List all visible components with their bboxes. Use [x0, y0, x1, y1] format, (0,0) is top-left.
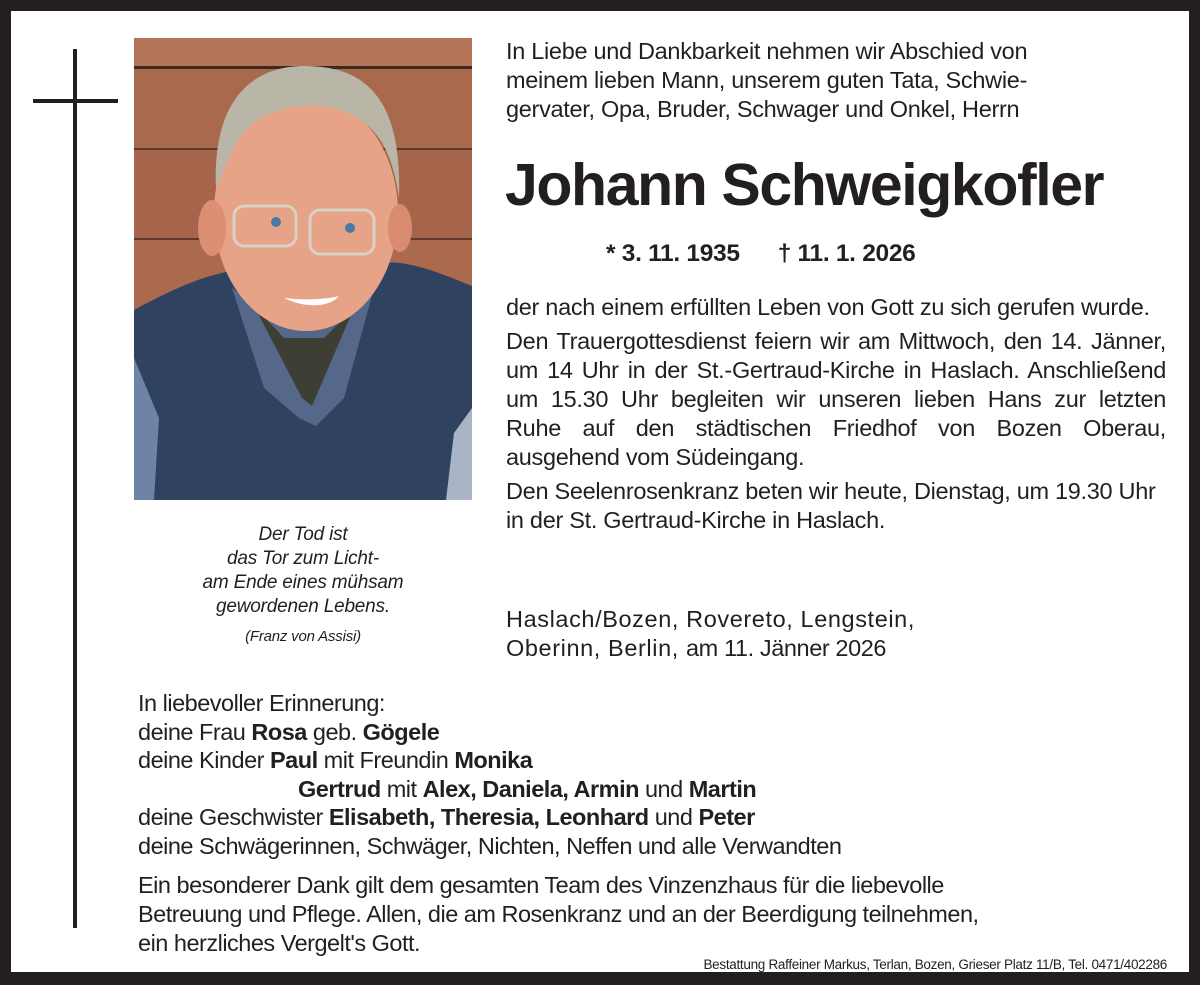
- grandchildren-names: Alex, Daniela, Armin: [422, 775, 639, 802]
- wife-name: Rosa: [251, 718, 307, 745]
- body-paragraph: Den Seelenrosenkranz beten wir heute, Dienstag, um 19.30 Uhr in der St. Gertraud-Kirche in Haslach.: [506, 478, 1156, 533]
- body-paragraph: Den Trauergottesdienst feiern wir am Mittwoch, den 14. Jänner, um 14 Uhr in der St.-Gertraud-Kirche in Haslach. Anschließend um 15.30 Uhr begleiten wir unseren lieben Hans zur letzten Ruhe auf den städtischen Friedhof von Bozen Oberau, ausgehend vom Südeingang.: [506, 328, 1166, 470]
- mourner-line-wife: [138, 718, 1138, 747]
- body-paragraph: der nach einem erfüllten Leben von Gott zu sich gerufen wurde.: [506, 294, 1150, 320]
- place-line: [506, 634, 1176, 663]
- life-dates: [606, 238, 916, 270]
- text: und: [638, 775, 689, 802]
- obituary-notice: [11, 11, 1189, 972]
- text: mit: [380, 775, 423, 802]
- birth-date: * 3. 11. 1935: [606, 240, 740, 267]
- mourners-list: [138, 689, 1138, 860]
- text: deine Kinder: [138, 747, 270, 773]
- text: mit Freundin: [317, 747, 455, 773]
- service-details: [506, 293, 1166, 540]
- portrait-photo-icon: [134, 38, 472, 500]
- partner-name: Monika: [454, 747, 533, 773]
- text: geb.: [306, 718, 363, 745]
- child-name: Paul: [270, 747, 318, 773]
- cross-horizontal-bar: [33, 99, 118, 103]
- sibling-names: Elisabeth, Theresia, Leonhard: [328, 804, 649, 830]
- quote-line: gewordenen Lebens.: [216, 596, 390, 617]
- funeral-home-credit: Bestattung Raffeiner Markus, Terlan, Bozen, Grieser Platz 11/B, Tel. 0471/402286: [703, 957, 1167, 972]
- mourner-line-siblings: [138, 803, 1138, 832]
- intro-line: In Liebe und Dankbarkeit nehmen wir Abschied von: [506, 38, 1028, 64]
- thanks-line: Ein besonderer Dank gilt dem gesamten Team des Vinzenzhaus für die liebevolle: [138, 872, 944, 898]
- acknowledgement: [138, 871, 1183, 958]
- intro-line: gervater, Opa, Bruder, Schwager und Onkel, Herrn: [506, 96, 1020, 122]
- mourner-line-relatives: deine Schwägerinnen, Schwäger, Nichten, Neffen und alle Verwandten: [138, 832, 842, 859]
- mourner-line-children-2: [138, 775, 1138, 804]
- grandchild-name: Martin: [688, 775, 757, 802]
- intro-line: meinem lieben Mann, unserem guten Tata, Schwie-: [506, 67, 1028, 93]
- thanks-line: ein herzliches Vergelt's Gott.: [138, 930, 421, 956]
- memorial-quote: [134, 523, 472, 647]
- text: deine Geschwister: [138, 804, 329, 830]
- deceased-name: Johann Schweigkofler: [505, 152, 1104, 218]
- death-date: † 11. 1. 2026: [777, 240, 916, 267]
- wife-maiden-name: Gögele: [362, 718, 440, 745]
- text: und: [648, 804, 699, 830]
- intro-text: [506, 37, 1166, 124]
- sibling-name: Peter: [698, 804, 755, 830]
- thanks-line: Betreuung und Pflege. Allen, die am Rosenkranz und an der Beerdigung teilnehmen,: [138, 901, 979, 927]
- mourner-line-children: [138, 746, 1138, 775]
- place-names: Oberinn, Berlin,: [506, 635, 679, 661]
- place-line: Haslach/Bozen, Rovereto, Lengstein,: [506, 606, 915, 632]
- text: deine Frau: [138, 718, 252, 745]
- quote-line: das Tor zum Licht-: [227, 548, 379, 569]
- child-name: Gertrud: [298, 775, 381, 802]
- place-and-date: [506, 605, 1176, 663]
- cross-vertical-bar: [73, 49, 77, 928]
- mourners-heading: In liebevoller Erinnerung:: [138, 690, 385, 716]
- quote-line: am Ende eines mühsam: [202, 572, 404, 593]
- portrait-photo: [134, 38, 472, 500]
- quote-line: Der Tod ist: [258, 524, 348, 545]
- notice-date: am 11. Jänner 2026: [686, 635, 887, 661]
- quote-source: (Franz von Assisi): [245, 628, 361, 645]
